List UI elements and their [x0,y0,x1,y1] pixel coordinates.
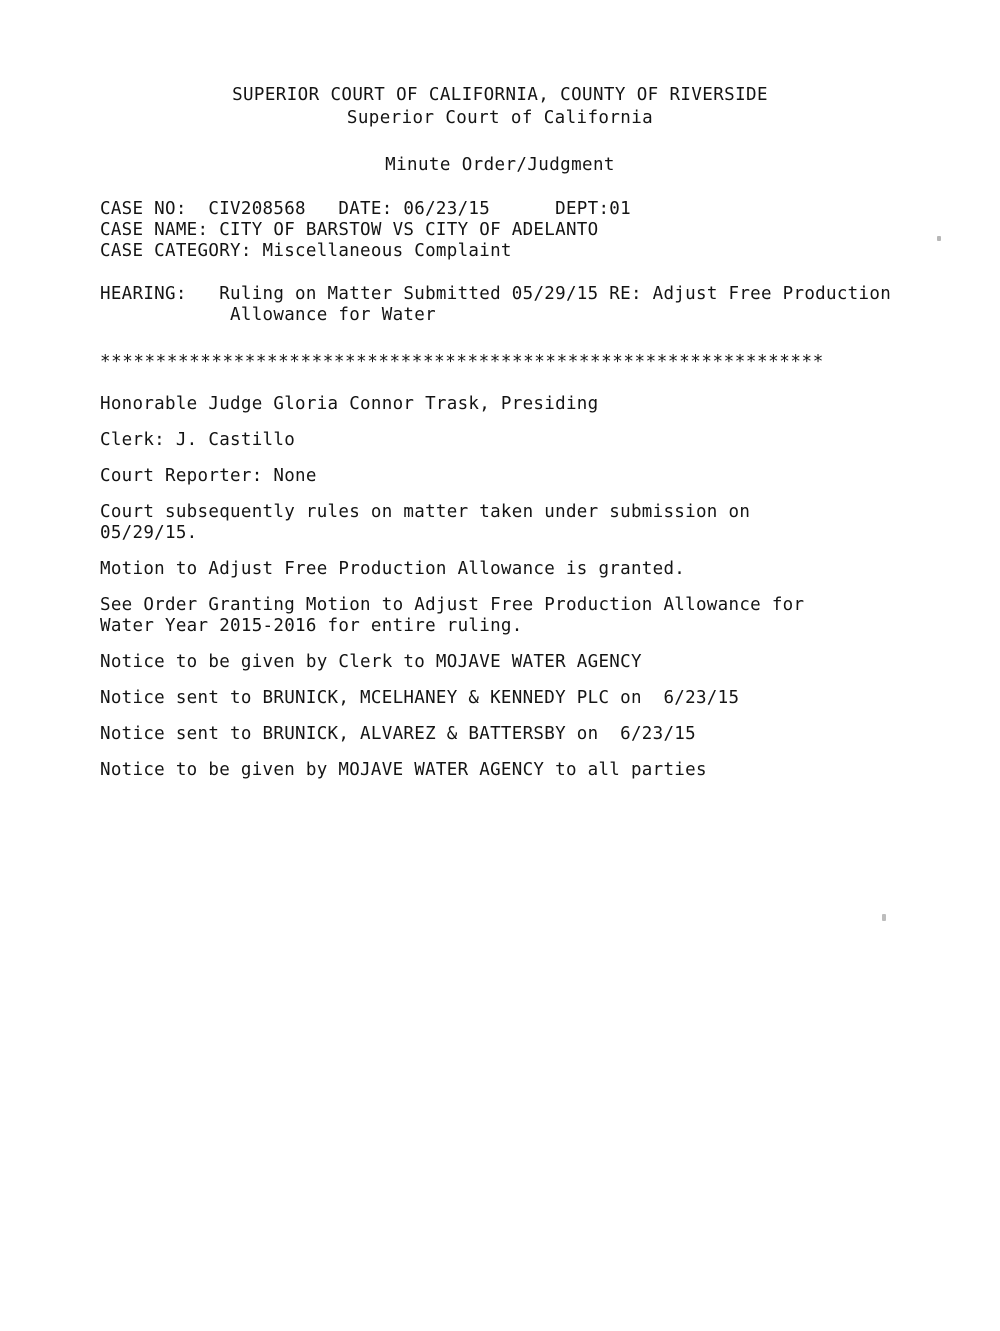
minute-order-document [100,84,980,796]
hearing-description-line-2: Allowance for Water [230,305,436,325]
asterisk-divider: ***************************************************************** [100,352,824,372]
notice-line-3: Notice sent to BRUNICK, ALVAREZ & BATTERSBY on 6/23/15 [100,724,696,744]
clerk-paragraph [100,430,980,451]
scan-artifact-speck-bottom [882,914,886,921]
notice-paragraph-2 [100,688,980,709]
judge-line: Honorable Judge Gloria Connor Trask, Presiding [100,394,599,414]
court-name-line-2: Superior Court of California [346,108,654,128]
reporter-line: Court Reporter: None [100,466,317,486]
notice-paragraph-3 [100,724,980,745]
notice-line-2: Notice sent to BRUNICK, MCELHANEY & KENNEDY PLC on 6/23/15 [100,688,740,708]
hearing-line-2 [100,305,980,326]
motion-line: Motion to Adjust Free Production Allowance is granted. [100,559,686,579]
motion-paragraph [100,559,980,580]
court-name-line-1: SUPERIOR COURT OF CALIFORNIA, COUNTY OF RIVERSIDE [232,85,768,105]
case-name-line: CASE NAME: CITY OF BARSTOW VS CITY OF ADELANTO [100,220,599,240]
document-type-title: Minute Order/Judgment [385,155,615,175]
court-header [100,84,980,177]
order-reference-paragraph [100,595,980,637]
notice-line-1: Notice to be given by Clerk to MOJAVE WATER AGENCY [100,652,642,672]
hearing-description-line-1: Ruling on Matter Submitted 05/29/15 RE: Adjust Free Production [219,284,892,304]
judge-paragraph [100,394,980,415]
submission-paragraph [100,502,980,544]
document-body [100,394,980,781]
hearing-label: HEARING: [100,284,187,304]
reporter-paragraph [100,466,980,487]
scan-artifact-speck-top [937,236,941,241]
clerk-line: Clerk: J. Castillo [100,430,296,450]
notice-line-4: Notice to be given by MOJAVE WATER AGENCY to all parties [100,760,707,780]
order-reference-line-2: Water Year 2015-2016 for entire ruling. [100,616,523,636]
case-category-line: CASE CATEGORY: Miscellaneous Complaint [100,241,512,261]
submission-line-1: Court subsequently rules on matter taken under submission on [100,502,751,522]
case-info-block [100,199,980,262]
hearing-line-1 [100,284,980,305]
case-number-line: CASE NO: CIV208568 DATE: 06/23/15 DEPT:01 [100,199,631,219]
notice-paragraph-1 [100,652,980,673]
hearing-block [100,284,980,326]
notice-paragraph-4 [100,760,980,781]
order-reference-line-1: See Order Granting Motion to Adjust Free Production Allowance for [100,595,805,615]
submission-line-2: 05/29/15. [100,523,198,543]
